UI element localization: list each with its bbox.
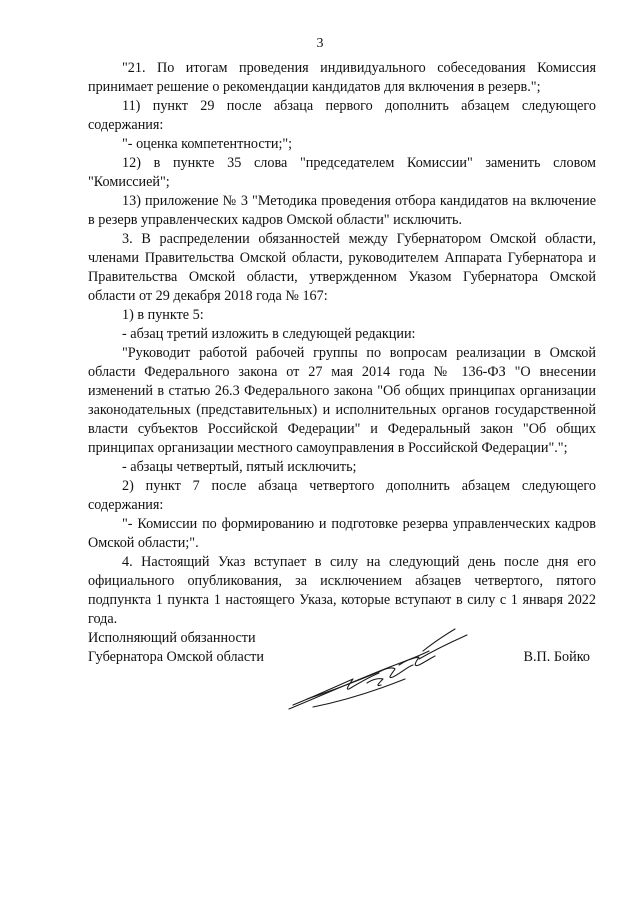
- signatory-position-line-2: Губернатора Омской области: [88, 649, 264, 665]
- handwritten-signature: [283, 621, 473, 716]
- paragraph-9: "Руководит работой рабочей группы по вопросам реализации в Омской области Федерального закона от 27 мая 2014 года № 136-ФЗ "О внесении изменений в статью 26.3 Федерального закона "Об общих принципах организации законодательных (представительных) и исполнительных органов государственной власти субъектов Российской Федерации" и Федеральный закон "Об общих принципах организации местного самоуправления в Российской Федерации".";: [88, 345, 596, 456]
- paragraph-1: "21. По итогам проведения индивидуального собеседования Комиссия принимает решение о рекомендации кандидатов для включения в резерв.";: [88, 60, 596, 95]
- paragraph-12: "- Комиссии по формированию и подготовке резерва управленческих кадров Омской области;".: [88, 516, 596, 551]
- paragraph-6: 3. В распределении обязанностей между Губернатором Омской области, членами Правительства Омской области, руководителем Аппарата Губернатора и Правительства Омской области, утвержденном Указом Губернатора Омской области от 29 декабря 2018 года № 167:: [88, 231, 596, 304]
- page-number: 3: [316, 36, 324, 51]
- paragraph-7: 1) в пункте 5:: [122, 307, 204, 323]
- paragraph-3: "- оценка компетентности;";: [122, 136, 293, 152]
- paragraph-5: 13) приложение № 3 "Методика проведения отбора кандидатов на включение в резерв управленческих кадров Омской области" исключить.: [88, 193, 596, 228]
- signatory-position: [88, 629, 264, 667]
- signatory-position-line-1: Исполняющий обязанности: [88, 630, 256, 646]
- document-body: [88, 59, 596, 629]
- paragraph-13: 4. Настоящий Указ вступает в силу на следующий день после дня его официального опубликования, за исключением абзацев четвертого, пятого подпункта 1 пункта 1 настоящего Указа, которые вступают в силу с 1 января 2022 года.: [88, 554, 596, 627]
- paragraph-8: - абзац третий изложить в следующей редакции:: [122, 326, 416, 342]
- paragraph-4: 12) в пункте 35 слова "председателем Комиссии" заменить словом "Комиссией";: [88, 155, 596, 190]
- paragraph-11: 2) пункт 7 после абзаца четвертого дополнить абзацем следующего содержания:: [88, 478, 596, 513]
- signature-block: [88, 629, 596, 719]
- signatory-name: В.П. Бойко: [523, 649, 590, 665]
- paragraph-10: - абзацы четвертый, пятый исключить;: [122, 459, 357, 475]
- paragraph-2: 11) пункт 29 после абзаца первого дополнить абзацем следующего содержания:: [88, 98, 596, 133]
